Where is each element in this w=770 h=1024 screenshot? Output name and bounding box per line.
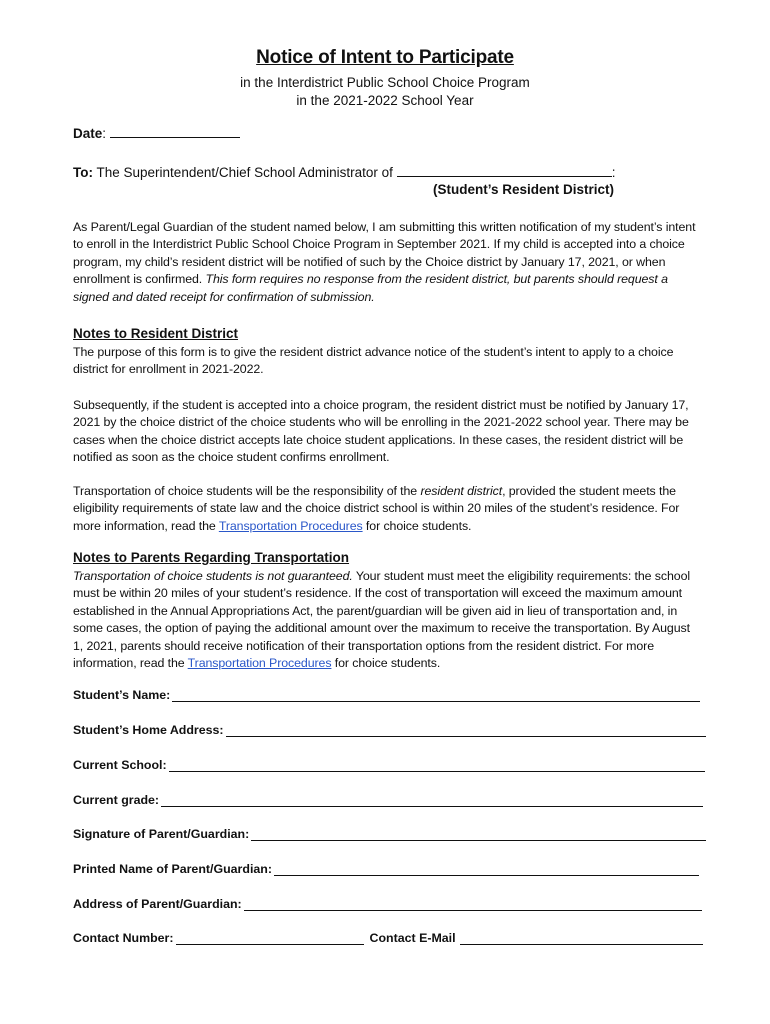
intro-paragraph bbox=[73, 219, 703, 306]
home-address-row bbox=[73, 723, 706, 737]
printed-name-label: Printed Name of Parent/Guardian: bbox=[73, 862, 272, 876]
to-colon: : bbox=[611, 165, 616, 180]
transportation-procedures-link[interactable]: Transportation Procedures bbox=[218, 518, 363, 533]
contact-row bbox=[73, 931, 703, 945]
current-grade-label: Current grade: bbox=[73, 793, 160, 807]
to-text: The Superintendent/Chief School Administrator of bbox=[96, 165, 393, 180]
signature-label: Signature of Parent/Guardian: bbox=[73, 827, 250, 841]
subtitle-year: in the 2021-2022 School Year bbox=[296, 93, 474, 108]
current-school-field[interactable] bbox=[169, 759, 705, 772]
contact-email-label: Contact E-Mail bbox=[369, 931, 456, 945]
guardian-address-field[interactable] bbox=[244, 898, 702, 911]
notes-resident-p1: The purpose of this form is to give the resident district advance notice of the student’s intent to apply to a choice district for enrollment in 2021-2022. bbox=[73, 345, 674, 377]
student-name-field[interactable] bbox=[172, 689, 700, 702]
contact-number-label: Contact Number: bbox=[73, 931, 174, 945]
signature-field[interactable] bbox=[251, 828, 706, 841]
parents-italic: Transportation of choice students is not guaranteed. bbox=[73, 569, 353, 583]
printed-name-row bbox=[73, 862, 699, 876]
parents-end: for choice students. bbox=[331, 656, 441, 671]
p3-text-b: , provided the student meets the eligibility requirements of state law and the choice district school is within 20 miles of the student’s residence. For more information, read the bbox=[73, 484, 680, 533]
printed-name-field[interactable] bbox=[274, 863, 699, 876]
student-name-row bbox=[73, 688, 700, 702]
intro-italic: This form requires no response from the resident district, but parents should request a signed and dated receipt for confirmation of submission. bbox=[73, 272, 668, 304]
to-line bbox=[73, 163, 615, 180]
current-school-label: Current School: bbox=[73, 758, 167, 772]
p3-italic: resident district bbox=[420, 484, 503, 498]
date-label: Date bbox=[73, 126, 103, 141]
notes-resident-heading: Notes to Resident District bbox=[73, 326, 239, 341]
date-colon: : bbox=[102, 126, 107, 141]
subtitle-program: in the Interdistrict Public School Choice Program bbox=[240, 75, 530, 90]
current-school-row bbox=[73, 758, 705, 772]
notes-parents-paragraph bbox=[73, 568, 703, 672]
notes-resident-p3 bbox=[73, 483, 703, 535]
to-label: To: bbox=[73, 165, 93, 180]
resident-district-caption: (Student’s Resident District) bbox=[433, 182, 615, 197]
current-grade-row bbox=[73, 793, 703, 807]
date-line bbox=[73, 124, 240, 141]
parents-text: Your student must meet the eligibility requirements: the school must be within 20 miles of your student’s residence. If the cost of transportation will exceed the maximum amount established in the Annual Appropriations Act, the parent/guardian will be given aid in lieu of transportation and, in some cases, the option of paying the additional amount over the maximum to receive the transportation. By August 1, 2021, parents should receive notification of their transportation options from the resident district. For more information, read the bbox=[73, 569, 691, 671]
notes-parents-heading: Notes to Parents Regarding Transportation bbox=[73, 550, 350, 565]
student-name-label: Student’s Name: bbox=[73, 688, 171, 702]
intro-text: As Parent/Legal Guardian of the student named below, I am submitting this written notification of my student’s intent to enroll in the Interdistrict Public School Choice Program in September 2021. If my child is accepted into a choice program, my child’s resident district will be notified of such by the Choice district by January 17, 2021, or when enrollment is confirmed. bbox=[73, 220, 696, 287]
notes-resident-p2: Subsequently, if the student is accepted into a choice program, the resident district must be notified by January 17, 2021 by the choice district of the choice students who will be enrolling in the 2021-2022 school year. There may be cases when the choice district accepts late choice student applications. In these cases, the resident district will be notified as soon as the choice student confirms enrollment. bbox=[73, 398, 689, 465]
signature-row bbox=[73, 827, 706, 841]
current-grade-field[interactable] bbox=[161, 794, 703, 807]
p3-text-a: Transportation of choice students will be the responsibility of the bbox=[73, 484, 421, 498]
resident-district-field[interactable] bbox=[397, 163, 612, 177]
contact-email-field[interactable] bbox=[460, 932, 703, 945]
p3-text-c: for choice students. bbox=[362, 518, 472, 533]
date-field[interactable] bbox=[110, 124, 240, 138]
home-address-field[interactable] bbox=[226, 724, 706, 737]
guardian-address-label: Address of Parent/Guardian: bbox=[73, 897, 242, 911]
page-title: Notice of Intent to Participate bbox=[256, 47, 514, 68]
home-address-label: Student’s Home Address: bbox=[73, 723, 224, 737]
guardian-address-row bbox=[73, 897, 702, 911]
contact-number-field[interactable] bbox=[176, 932, 364, 945]
transportation-procedures-link-2[interactable]: Transportation Procedures bbox=[187, 656, 332, 671]
